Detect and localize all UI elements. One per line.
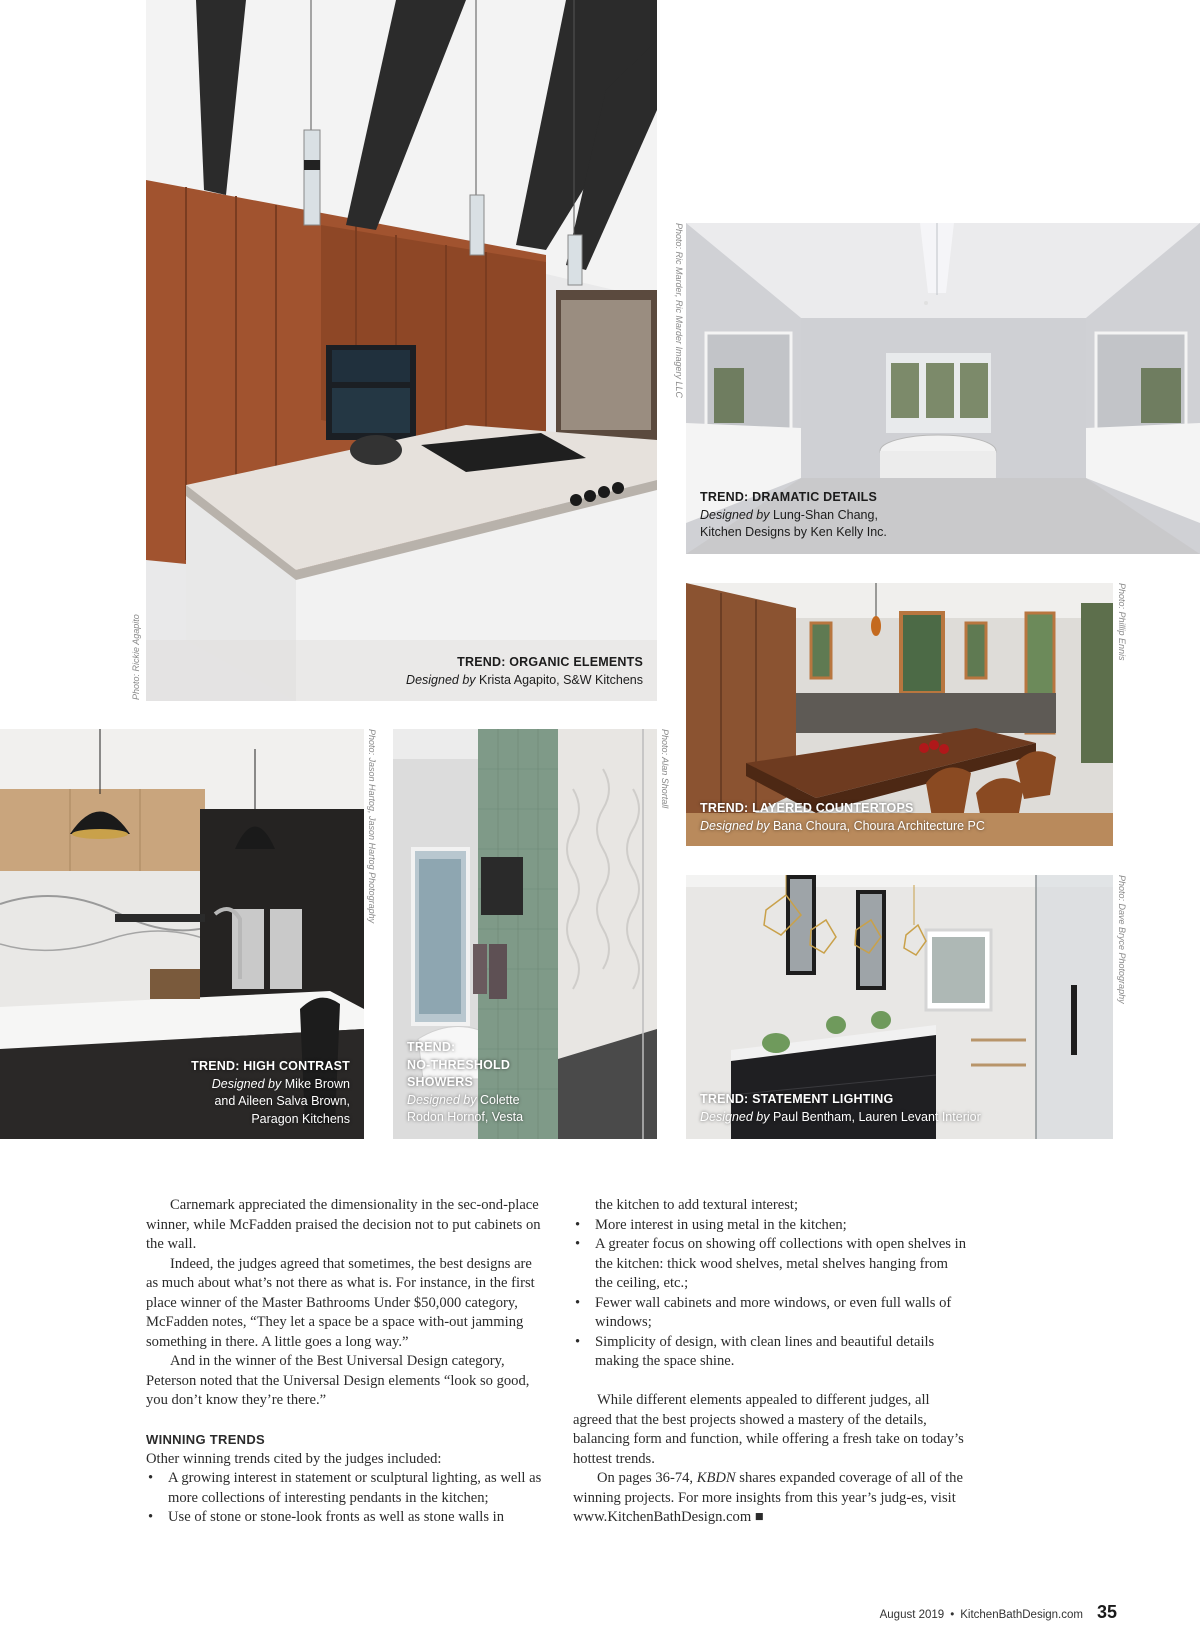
caption-trend-title-line2: NO-THRESHOLD (407, 1057, 511, 1072)
caption-designed-by: Designed by (700, 818, 770, 833)
caption-designed-by: Designed by (407, 1092, 477, 1107)
caption-trend-title: TREND: (407, 1040, 456, 1054)
trends-list-continued (573, 1216, 969, 1372)
magazine-name: KBDN (696, 1470, 736, 1486)
photo-dramatic-details-bathroom (686, 223, 1200, 554)
caption-trend-title-line3: SHOWERS (407, 1075, 473, 1089)
caption-designer: Colette (476, 1092, 520, 1107)
page-footer (880, 1602, 1117, 1623)
list-item: • A growing interest in statement or sculptural lighting, as well as more collections of interesting pendants in the kitchen; (146, 1469, 542, 1508)
photo-no-threshold-showers-bathroom (393, 729, 657, 1139)
caption-organic-elements (406, 654, 643, 689)
photo-statement-lighting-bathroom (686, 875, 1113, 1139)
caption-designed-by: Designed by (700, 1109, 770, 1124)
photo-credit-agapito: Photo: Rickie Agapito (131, 614, 141, 700)
caption-trend-title: TREND: DRAMATIC DETAILS (700, 490, 878, 504)
photo-organic-elements-kitchen (146, 0, 657, 701)
caption-designed-by: Designed by (406, 672, 476, 687)
body-paragraph: Indeed, the judges agreed that sometimes, the best designs are as much about what’s not there as what is. For instance, in the first place winner of the Master Bathrooms Under $50,000 category, McFadden notes, “They let a space be a space with-out jamming something in there. A little goes a long way.” (146, 1255, 535, 1350)
photo-credit-shortall: Photo: Alan Shortall (660, 729, 670, 809)
footer-website: KitchenBathDesign.com (960, 1609, 1083, 1621)
trends-list (146, 1469, 542, 1528)
caption-trend-title: TREND: LAYERED COUNTERTOPS (700, 801, 914, 815)
list-item: • Simplicity of design, with clean lines and beautiful details making the space shine. (573, 1333, 969, 1372)
caption-trend-title: TREND: HIGH CONTRAST (191, 1059, 350, 1073)
body-left-column (146, 1196, 542, 1528)
body-paragraph-closing (573, 1469, 969, 1528)
body-paragraph: Carnemark appreciated the dimensionality in the sec-ond-place winner, while McFadden praised the decision not to put cabinets on the wall. (146, 1197, 541, 1252)
body-paragraph: Other winning trends cited by the judges included: (146, 1450, 442, 1467)
photo-credit-hartog: Photo: Jason Hartog, Jason Hartog Photography (367, 729, 377, 924)
caption-designer: Lung-Shan Chang, (769, 507, 878, 522)
photo-credit-bryce: Photo: Dave Bryce Photography (1117, 875, 1127, 1004)
caption-designer: Mike Brown (281, 1076, 350, 1091)
caption-no-threshold-showers (407, 1039, 523, 1127)
closing-text-pre: On pages 36-74, (597, 1470, 697, 1486)
list-item: • A greater focus on showing off collections with open shelves in the kitchen: thick wood shelves, metal shelves hanging from the ceiling, etc.; (573, 1235, 969, 1294)
caption-high-contrast (191, 1058, 350, 1128)
photo-credit-marder: Photo: Ric Marder, Ric Marder Imagery LLC (674, 223, 684, 399)
caption-designer: Krista Agapito, S&W Kitchens (475, 672, 643, 687)
caption-trend-title: TREND: STATEMENT LIGHTING (700, 1092, 894, 1106)
body-paragraph: And in the winner of the Best Universal Design category, Peterson noted that the Universal Design elements “look so good, you don’t know they’re there.” (146, 1353, 530, 1408)
list-item: • Fewer wall cabinets and more windows, or even full walls of windows; (573, 1294, 969, 1333)
caption-designer: Bana Choura, Choura Architecture PC (769, 818, 985, 833)
caption-layered-countertops (700, 800, 985, 835)
caption-designer: Paul Bentham, Lauren Levant Interior (769, 1109, 981, 1124)
page-number: 35 (1096, 1602, 1117, 1622)
caption-designer-company: Paragon Kitchens (251, 1111, 350, 1126)
caption-designer-company: Rodon Hornof, Vesta (407, 1110, 524, 1124)
caption-designer-company: Kitchen Designs by Ken Kelly Inc. (700, 525, 887, 539)
section-heading-winning-trends: WINNING TRENDS (146, 1432, 266, 1447)
caption-designed-by: Designed by (211, 1076, 282, 1091)
closing-text-post: shares expanded coverage of all of the winning projects. For more insights from this year’s judg-es, visit www.KitchenBathDesign.com ■ (573, 1470, 963, 1525)
caption-dramatic-details (700, 489, 887, 542)
body-right-column (573, 1196, 969, 1528)
footer-separator: • (950, 1609, 955, 1621)
caption-designer-line2: and Aileen Salva Brown, (214, 1094, 350, 1108)
photo-layered-countertops-kitchen (686, 583, 1113, 846)
caption-designed-by: Designed by (700, 507, 770, 522)
body-paragraph: While different elements appealed to different judges, all agreed that the best projects showed a mastery of the details, balancing form and function, while offering a fresh take on today’s hottest trends. (573, 1392, 964, 1467)
photo-credit-ennis: Photo: Phillip Ennis (1117, 583, 1127, 661)
caption-trend-title: TREND: ORGANIC ELEMENTS (457, 655, 643, 669)
footer-date: August 2019 (879, 1609, 945, 1621)
photo-high-contrast-kitchen (0, 729, 364, 1139)
list-item: • More interest in using metal in the kitchen; (573, 1216, 969, 1236)
list-item: • Use of stone or stone-look fronts as well as stone walls in (146, 1508, 542, 1528)
caption-statement-lighting (700, 1091, 981, 1126)
list-item-continuation: the kitchen to add textural interest; (595, 1197, 799, 1213)
